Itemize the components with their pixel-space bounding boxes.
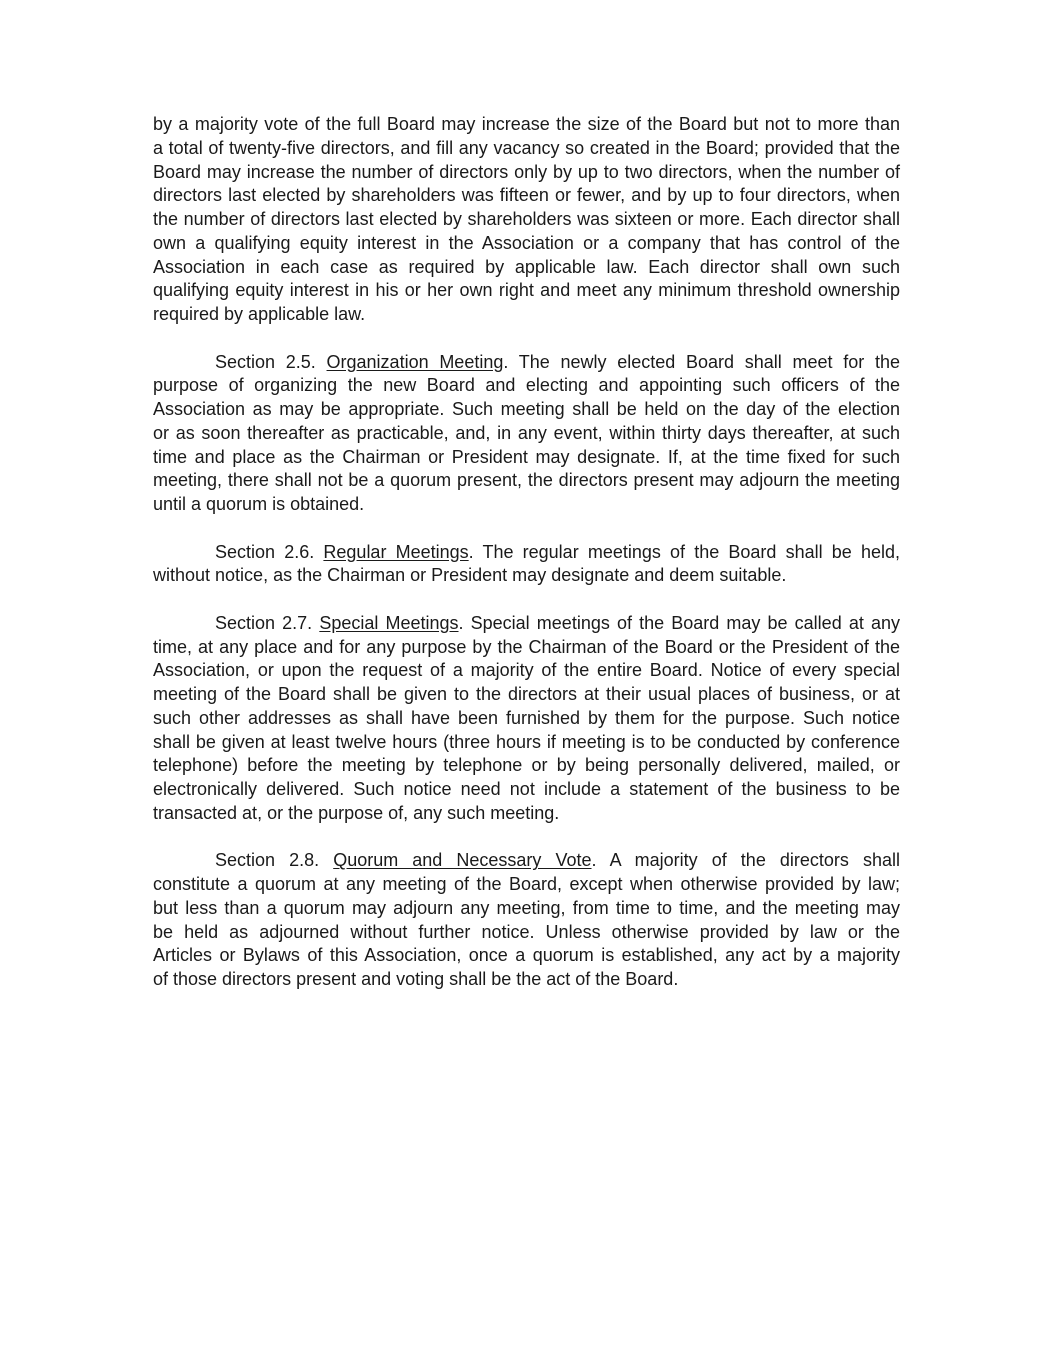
text-line: Association, or upon the request of a majority of the entire Board. Notice of every special — [153, 660, 900, 681]
text-line: a total of twenty-five directors, and fill any vacancy so created in the Board; provided that the — [153, 137, 900, 158]
section-2-8 — [153, 849, 900, 992]
text-line: but less than a quorum may adjourn any meeting, from time to time, and the meeting may — [153, 897, 900, 918]
section-number: Section 2.8. — [215, 850, 320, 871]
text-line: purpose of organizing the new Board and electing and appointing such officers of the — [153, 375, 900, 396]
text-line: by a majority vote of the full Board may increase the size of the Board but not to more than — [153, 114, 900, 134]
section-first-line — [153, 849, 900, 873]
text-line: qualifying equity interest in his or her own right and meet any minimum threshold ownership — [153, 280, 900, 301]
text-line: the number of directors last elected by shareholders was sixteen or more. Each director shall — [153, 209, 900, 229]
text-line: transacted at, or the purpose of, any such meeting. — [153, 802, 560, 823]
section-number: Section 2.5. — [215, 351, 316, 372]
text-line: time and place as the Chairman or President may designate. If, at the time fixed for such — [153, 446, 900, 467]
text-line: until a quorum is obtained. — [153, 494, 365, 514]
text-line: constitute a quorum at any meeting of the Board, except when otherwise provided by law; — [153, 874, 900, 894]
text-line: Board may increase the number of directors only by up to two directors, when the number of — [153, 161, 900, 182]
text-line: telephone) before the meeting by telephone or by being personally delivered, mailed, or — [153, 755, 900, 776]
text-line: or as soon thereafter as practicable, and, in any event, within thirty days thereafter, at such — [153, 422, 900, 443]
paragraph-continuation — [153, 113, 900, 327]
section-number: Section 2.6. — [215, 541, 315, 562]
text-line: Articles or Bylaws of this Association, once a quorum is established, any act by a majority — [153, 945, 900, 966]
section-2-5 — [153, 351, 900, 517]
text-line: of those directors present and voting shall be the act of the Board. — [153, 969, 679, 989]
text-line: own a qualifying equity interest in the Association or a company that has control of the — [153, 232, 900, 253]
section-number: Section 2.7. — [215, 612, 313, 633]
text-line: shall be given at least twelve hours (three hours if meeting is to be conducted by conference — [153, 731, 900, 752]
section-2-7 — [153, 612, 900, 826]
text-line: time, at any place and for any purpose by the Chairman of the Board or the President of the — [153, 636, 900, 657]
text-line: without notice, as the Chairman or President may designate and deem suitable. — [153, 565, 787, 586]
text-line: Association in each case as required by applicable law. Each director shall own such — [153, 256, 900, 277]
text-line: required by applicable law. — [153, 304, 366, 324]
text-line: meeting, there shall not be a quorum present, the directors present may adjourn the meeting — [153, 470, 900, 491]
section-first-line — [153, 351, 900, 375]
text-line: meeting of the Board shall be given to the directors at their usual places of business, or at — [153, 684, 900, 704]
section-2-6 — [153, 541, 900, 589]
section-first-line-text: . The newly elected Board shall meet for the — [503, 351, 901, 372]
document-page — [153, 113, 900, 1016]
section-first-line — [153, 612, 900, 636]
text-line: be held as adjourned without further notice. Unless otherwise provided by law or the — [153, 921, 900, 942]
section-first-line — [153, 541, 900, 565]
section-heading: Quorum and Necessary Vote — [333, 850, 592, 871]
section-heading: Special Meetings — [319, 612, 459, 633]
section-heading: Regular Meetings — [323, 541, 469, 562]
section-first-line-text: . A majority of the directors shall — [591, 850, 900, 871]
section-first-line-text: . The regular meetings of the Board shall be held, — [468, 541, 900, 562]
section-first-line-text: . Special meetings of the Board may be called at any — [458, 612, 900, 633]
text-line: electronically delivered. Such notice need not include a statement of the business to be — [153, 779, 900, 799]
text-line: such other addresses as shall have been furnished by them for the purpose. Such notice — [153, 707, 900, 728]
section-heading: Organization Meeting — [326, 351, 504, 372]
text-line: directors last elected by shareholders was fifteen or fewer, and by up to four directors, when — [153, 185, 900, 206]
text-line: Association as may be appropriate. Such meeting shall be held on the day of the election — [153, 399, 900, 419]
